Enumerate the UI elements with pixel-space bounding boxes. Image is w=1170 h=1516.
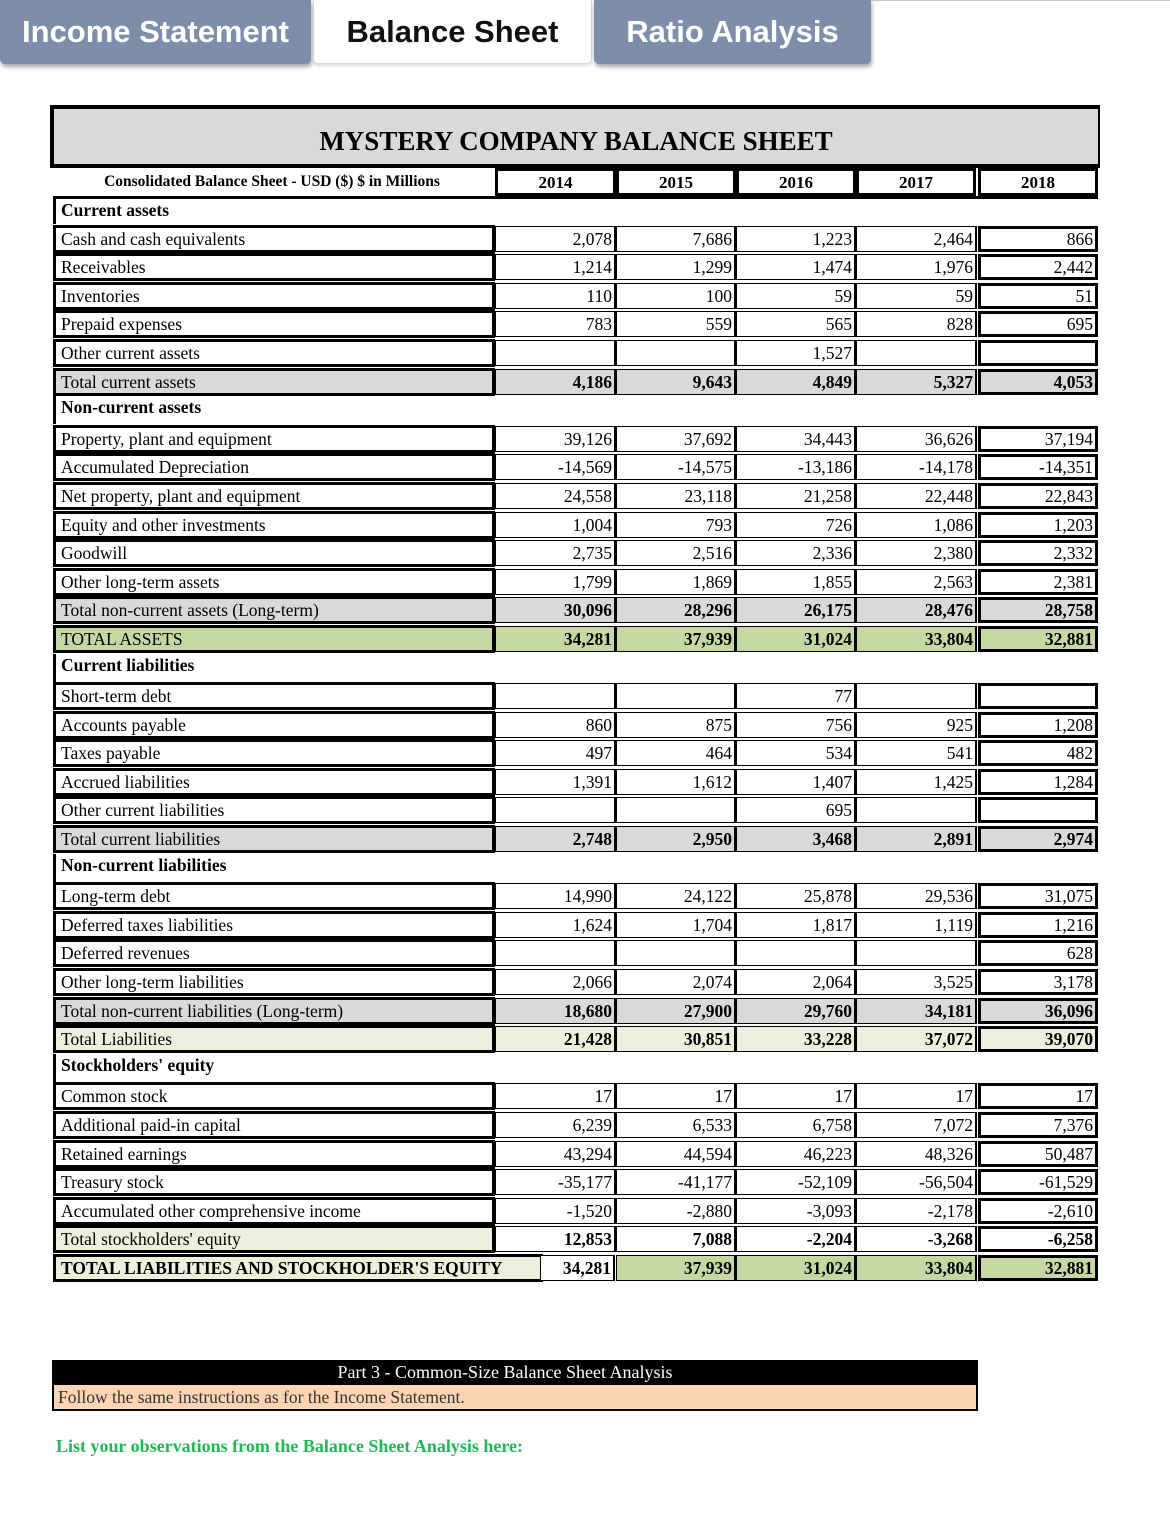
- value-cell[interactable]: 23,118: [616, 483, 736, 509]
- table-row: [50, 997, 1100, 1026]
- row-label: Receivables: [53, 253, 495, 281]
- table-row: [50, 511, 1100, 540]
- value-cell[interactable]: 1,284: [978, 769, 1098, 795]
- row-label: Accumulated Depreciation: [53, 453, 495, 481]
- table-row: [50, 596, 1100, 625]
- section-heading-row: [50, 396, 1100, 425]
- value-cell[interactable]: 50,487: [978, 1141, 1098, 1167]
- part3-title: Part 3 - Common-Size Balance Sheet Analysis: [52, 1360, 978, 1385]
- value-cell[interactable]: 1,869: [616, 569, 736, 595]
- value-cell[interactable]: 1,214: [495, 254, 616, 280]
- value-cell[interactable]: -3,268: [856, 1226, 977, 1252]
- value-cell[interactable]: 2,078: [495, 226, 616, 252]
- value-cell[interactable]: 2,442: [978, 254, 1098, 280]
- value-cell[interactable]: 6,758: [736, 1112, 856, 1138]
- value-cell[interactable]: 2,381: [978, 569, 1098, 595]
- value-cell[interactable]: 24,122: [616, 883, 736, 909]
- value-cell[interactable]: -1,520: [495, 1198, 616, 1224]
- value-cell[interactable]: 7,088: [616, 1226, 736, 1252]
- value-cell[interactable]: 695: [736, 797, 856, 823]
- table-row: [50, 1140, 1100, 1169]
- value-cell[interactable]: [616, 683, 736, 709]
- table-row: [50, 1111, 1100, 1140]
- table-row: [50, 825, 1100, 854]
- value-cell[interactable]: 26,175: [736, 597, 856, 623]
- row-label: TOTAL ASSETS: [53, 625, 495, 653]
- value-cell[interactable]: 39,070: [978, 1026, 1098, 1052]
- value-cell[interactable]: 497: [495, 740, 616, 766]
- value-cell[interactable]: [978, 683, 1098, 709]
- row-label: Total current liabilities: [53, 825, 495, 853]
- value-cell[interactable]: 1,704: [616, 912, 736, 938]
- row-label: Cash and cash equivalents: [53, 225, 495, 253]
- value-cell[interactable]: 37,194: [978, 426, 1098, 452]
- table-row: [50, 1025, 1100, 1054]
- value-cell[interactable]: 866: [978, 226, 1098, 252]
- value-cell[interactable]: [495, 340, 616, 366]
- year-header: 2014: [495, 168, 616, 196]
- year-header: 2015: [616, 168, 736, 196]
- value-cell[interactable]: -14,575: [616, 454, 736, 480]
- table-row: [50, 1254, 1100, 1283]
- row-label: Property, plant and equipment: [53, 425, 495, 453]
- value-cell[interactable]: 17: [616, 1083, 736, 1109]
- value-cell[interactable]: 22,843: [978, 483, 1098, 509]
- section-heading-row: [50, 654, 1100, 683]
- value-cell[interactable]: 1,208: [978, 712, 1098, 738]
- value-cell[interactable]: 2,336: [736, 540, 856, 566]
- value-cell[interactable]: 1,425: [856, 769, 977, 795]
- value-cell[interactable]: 783: [495, 311, 616, 337]
- section-heading: Current liabilities: [53, 654, 1098, 682]
- value-cell[interactable]: -2,610: [978, 1198, 1098, 1224]
- value-cell[interactable]: 2,735: [495, 540, 616, 566]
- value-cell[interactable]: [495, 683, 616, 709]
- part3-panel: [52, 1360, 978, 1411]
- section-heading: Stockholders' equity: [53, 1054, 1098, 1082]
- tab-bar: [0, 0, 1170, 70]
- value-cell[interactable]: 1,004: [495, 512, 616, 538]
- header-label: Consolidated Balance Sheet - USD ($) $ in Millions: [104, 173, 440, 190]
- section-heading-row: [50, 1054, 1100, 1083]
- value-cell[interactable]: 100: [616, 283, 736, 309]
- value-cell[interactable]: 28,476: [856, 597, 977, 623]
- row-label: Accrued liabilities: [53, 768, 495, 796]
- table-row: [50, 682, 1100, 711]
- value-cell[interactable]: [978, 340, 1098, 366]
- balance-sheet-table: [50, 105, 1100, 1283]
- row-label: Total non-current assets (Long-term): [53, 596, 495, 624]
- value-cell[interactable]: [616, 340, 736, 366]
- row-label: Total stockholders' equity: [53, 1225, 495, 1253]
- value-cell[interactable]: 726: [736, 512, 856, 538]
- part3-instructions: Follow the same instructions as for the Income Statement.: [52, 1385, 978, 1411]
- year-header: 2016: [736, 168, 856, 196]
- row-label: Inventories: [53, 282, 495, 310]
- value-cell[interactable]: 44,594: [616, 1141, 736, 1167]
- value-cell[interactable]: 4,849: [736, 369, 856, 395]
- value-cell[interactable]: 6,533: [616, 1112, 736, 1138]
- value-cell[interactable]: -2,204: [736, 1226, 856, 1252]
- tab-ratio-analysis[interactable]: Ratio Analysis: [594, 0, 871, 64]
- value-cell[interactable]: 34,281: [495, 626, 616, 652]
- table-row: [50, 882, 1100, 911]
- section-heading-row: [50, 196, 1100, 225]
- row-label: Deferred taxes liabilities: [53, 911, 495, 939]
- value-cell[interactable]: 43,294: [495, 1141, 616, 1167]
- table-row: [50, 368, 1100, 397]
- value-cell[interactable]: 77: [736, 683, 856, 709]
- value-cell[interactable]: 7,686: [616, 226, 736, 252]
- year-header: 2017: [856, 168, 976, 196]
- value-cell[interactable]: 17: [736, 1083, 856, 1109]
- header-row: [50, 168, 1100, 196]
- value-cell[interactable]: 25,878: [736, 883, 856, 909]
- value-cell[interactable]: 2,516: [616, 540, 736, 566]
- value-cell[interactable]: 31,075: [978, 883, 1098, 909]
- row-label: Total non-current liabilities (Long-term): [53, 997, 495, 1025]
- value-cell[interactable]: [616, 797, 736, 823]
- value-cell[interactable]: 1,223: [736, 226, 856, 252]
- value-cell[interactable]: -41,177: [616, 1169, 736, 1195]
- value-cell[interactable]: -3,093: [736, 1198, 856, 1224]
- table-row: [50, 968, 1100, 997]
- table-row: [50, 339, 1100, 368]
- row-label: Accounts payable: [53, 711, 495, 739]
- row-label: Other current assets: [53, 339, 495, 367]
- value-cell[interactable]: [736, 940, 856, 966]
- value-cell[interactable]: 59: [736, 283, 856, 309]
- value-cell[interactable]: -14,351: [978, 454, 1098, 480]
- value-cell[interactable]: 1,976: [856, 254, 977, 280]
- value-cell[interactable]: 875: [616, 712, 736, 738]
- value-cell[interactable]: 4,053: [978, 369, 1098, 395]
- value-cell[interactable]: 21,428: [495, 1026, 616, 1052]
- value-cell[interactable]: 541: [856, 740, 977, 766]
- value-cell[interactable]: 628: [978, 940, 1098, 966]
- value-cell[interactable]: 3,468: [736, 826, 856, 852]
- value-cell[interactable]: -14,178: [856, 454, 977, 480]
- value-cell[interactable]: 559: [616, 311, 736, 337]
- value-cell[interactable]: 1,527: [736, 340, 856, 366]
- value-cell[interactable]: 110: [495, 283, 616, 309]
- value-cell[interactable]: 37,072: [856, 1026, 977, 1052]
- value-cell[interactable]: [616, 940, 736, 966]
- value-cell[interactable]: 31,024: [736, 1255, 856, 1281]
- value-cell[interactable]: 30,851: [616, 1026, 736, 1052]
- value-cell[interactable]: -14,569: [495, 454, 616, 480]
- value-cell[interactable]: 59: [856, 283, 977, 309]
- value-cell[interactable]: 36,096: [978, 998, 1098, 1024]
- row-label: Treasury stock: [53, 1168, 495, 1196]
- value-cell[interactable]: 18,680: [495, 998, 616, 1024]
- value-cell[interactable]: [495, 797, 616, 823]
- value-cell[interactable]: 1,474: [736, 254, 856, 280]
- value-cell[interactable]: 1,817: [736, 912, 856, 938]
- table-row: [50, 425, 1100, 454]
- value-cell[interactable]: 37,692: [616, 426, 736, 452]
- value-cell[interactable]: 48,326: [856, 1141, 977, 1167]
- value-cell[interactable]: [856, 340, 977, 366]
- value-cell[interactable]: 36,626: [856, 426, 977, 452]
- value-cell[interactable]: 27,900: [616, 998, 736, 1024]
- value-cell[interactable]: 534: [736, 740, 856, 766]
- value-cell[interactable]: -2,880: [616, 1198, 736, 1224]
- row-label: Accumulated other comprehensive income: [53, 1197, 495, 1225]
- value-cell[interactable]: -52,109: [736, 1169, 856, 1195]
- value-cell[interactable]: 17: [978, 1083, 1098, 1109]
- row-label: Goodwill: [53, 539, 495, 567]
- value-cell[interactable]: 14,990: [495, 883, 616, 909]
- value-cell[interactable]: 33,228: [736, 1026, 856, 1052]
- row-label: Short-term debt: [53, 682, 495, 710]
- value-cell[interactable]: 51: [978, 283, 1098, 309]
- value-cell[interactable]: 2,891: [856, 826, 977, 852]
- value-cell[interactable]: 2,074: [616, 969, 736, 995]
- observations-prompt[interactable]: List your observations from the Balance Sheet Analysis here:: [56, 1436, 523, 1456]
- value-cell[interactable]: 21,258: [736, 483, 856, 509]
- value-cell[interactable]: 34,443: [736, 426, 856, 452]
- value-cell[interactable]: 4,186: [495, 369, 616, 395]
- value-cell[interactable]: 1,299: [616, 254, 736, 280]
- row-label: Other current liabilities: [53, 796, 495, 824]
- value-cell[interactable]: 756: [736, 712, 856, 738]
- value-cell[interactable]: 482: [978, 740, 1098, 766]
- value-cell[interactable]: 793: [616, 512, 736, 538]
- value-cell[interactable]: 37,939: [616, 626, 736, 652]
- row-label: Additional paid-in capital: [53, 1111, 495, 1139]
- value-cell[interactable]: [978, 797, 1098, 823]
- value-cell[interactable]: 17: [856, 1083, 977, 1109]
- value-cell[interactable]: 1,855: [736, 569, 856, 595]
- section-heading: Non-current liabilities: [53, 854, 1098, 882]
- value-cell[interactable]: 33,804: [856, 626, 977, 652]
- value-cell[interactable]: 1,216: [978, 912, 1098, 938]
- row-label: Long-term debt: [53, 882, 495, 910]
- row-label: Total current assets: [53, 368, 495, 396]
- row-label: Total Liabilities: [53, 1025, 495, 1053]
- row-label: Common stock: [53, 1082, 495, 1110]
- row-label: TOTAL LIABILITIES AND STOCKHOLDER'S EQUITY: [53, 1254, 543, 1282]
- table-row: [50, 768, 1100, 797]
- table-row: [50, 739, 1100, 768]
- tab-income-statement[interactable]: Income Statement: [0, 0, 311, 64]
- table-row: [50, 453, 1100, 482]
- value-cell[interactable]: 860: [495, 712, 616, 738]
- table-row: [50, 568, 1100, 597]
- value-cell[interactable]: 31,024: [736, 626, 856, 652]
- row-label: Prepaid expenses: [53, 310, 495, 338]
- value-cell[interactable]: 2,064: [736, 969, 856, 995]
- value-cell[interactable]: 17: [495, 1083, 616, 1109]
- value-cell[interactable]: 464: [616, 740, 736, 766]
- value-cell[interactable]: 9,643: [616, 369, 736, 395]
- value-cell[interactable]: 7,376: [978, 1112, 1098, 1138]
- section-heading: Current assets: [53, 196, 1098, 224]
- table-row: [50, 1082, 1100, 1111]
- value-cell[interactable]: 28,758: [978, 597, 1098, 623]
- value-cell[interactable]: 3,178: [978, 969, 1098, 995]
- table-row: [50, 1225, 1100, 1254]
- value-cell[interactable]: 1,119: [856, 912, 977, 938]
- value-cell[interactable]: 1,612: [616, 769, 736, 795]
- row-label: Other long-term liabilities: [53, 968, 495, 996]
- table-row: [50, 1197, 1100, 1226]
- value-cell[interactable]: 34,181: [856, 998, 977, 1024]
- value-cell[interactable]: 28,296: [616, 597, 736, 623]
- value-cell[interactable]: -2,178: [856, 1198, 977, 1224]
- row-label: Other long-term assets: [53, 568, 495, 596]
- value-cell[interactable]: 6,239: [495, 1112, 616, 1138]
- table-row: [50, 939, 1100, 968]
- value-cell[interactable]: 32,881: [978, 626, 1098, 652]
- sheet-title: MYSTERY COMPANY BALANCE SHEET: [50, 105, 1100, 168]
- tab-balance-sheet[interactable]: Balance Sheet: [313, 0, 592, 64]
- value-cell[interactable]: 1,799: [495, 569, 616, 595]
- row-label: Retained earnings: [53, 1140, 495, 1168]
- table-row: [50, 711, 1100, 740]
- tab-bar-divider: [870, 0, 1170, 1]
- value-cell[interactable]: 565: [736, 311, 856, 337]
- value-cell[interactable]: -6,258: [978, 1226, 1098, 1252]
- section-heading-row: [50, 854, 1100, 883]
- row-label: Deferred revenues: [53, 939, 495, 967]
- value-cell[interactable]: 828: [856, 311, 977, 337]
- table-row: [50, 796, 1100, 825]
- value-cell[interactable]: 1,407: [736, 769, 856, 795]
- value-cell[interactable]: 37,939: [616, 1255, 736, 1281]
- value-cell[interactable]: 22,448: [856, 483, 977, 509]
- value-cell[interactable]: 3,525: [856, 969, 977, 995]
- value-cell[interactable]: -35,177: [495, 1169, 616, 1195]
- value-cell[interactable]: [856, 683, 977, 709]
- value-cell[interactable]: [856, 797, 977, 823]
- value-cell[interactable]: 2,950: [616, 826, 736, 852]
- value-cell[interactable]: 2,563: [856, 569, 977, 595]
- value-cell[interactable]: 32,881: [978, 1255, 1098, 1281]
- value-cell[interactable]: 12,853: [495, 1226, 616, 1252]
- table-row: [50, 625, 1100, 654]
- value-cell[interactable]: 30,096: [495, 597, 616, 623]
- value-cell[interactable]: 925: [856, 712, 977, 738]
- value-cell[interactable]: 7,072: [856, 1112, 977, 1138]
- table-row: [50, 310, 1100, 339]
- value-cell[interactable]: -61,529: [978, 1169, 1098, 1195]
- value-cell[interactable]: 29,760: [736, 998, 856, 1024]
- value-cell[interactable]: 2,748: [495, 826, 616, 852]
- value-cell[interactable]: 46,223: [736, 1141, 856, 1167]
- table-row: [50, 482, 1100, 511]
- value-cell[interactable]: 24,558: [495, 483, 616, 509]
- value-cell[interactable]: [495, 940, 616, 966]
- table-row: [50, 911, 1100, 940]
- row-label: Equity and other investments: [53, 511, 495, 539]
- value-cell[interactable]: 39,126: [495, 426, 616, 452]
- value-cell[interactable]: 1,391: [495, 769, 616, 795]
- value-cell[interactable]: 1,086: [856, 512, 977, 538]
- row-label: Taxes payable: [53, 739, 495, 767]
- value-cell[interactable]: 2,332: [978, 540, 1098, 566]
- value-cell[interactable]: 2,974: [978, 826, 1098, 852]
- value-cell[interactable]: 2,464: [856, 226, 977, 252]
- value-cell[interactable]: 1,624: [495, 912, 616, 938]
- table-body: [50, 196, 1100, 1283]
- row-label: Net property, plant and equipment: [53, 482, 495, 510]
- value-cell[interactable]: -56,504: [856, 1169, 977, 1195]
- table-row: [50, 1168, 1100, 1197]
- value-cell[interactable]: 2,066: [495, 969, 616, 995]
- value-cell[interactable]: 34,281: [540, 1255, 615, 1281]
- year-header: 2018: [978, 168, 1098, 196]
- value-cell[interactable]: 5,327: [856, 369, 977, 395]
- section-heading: Non-current assets: [53, 396, 1098, 424]
- value-cell[interactable]: 1,203: [978, 512, 1098, 538]
- value-cell[interactable]: 33,804: [856, 1255, 977, 1281]
- table-row: [50, 539, 1100, 568]
- table-row: [50, 282, 1100, 311]
- value-cell[interactable]: 695: [978, 311, 1098, 337]
- value-cell[interactable]: 29,536: [856, 883, 977, 909]
- table-row: [50, 253, 1100, 282]
- value-cell[interactable]: [856, 940, 977, 966]
- table-row: [50, 225, 1100, 254]
- value-cell[interactable]: 2,380: [856, 540, 977, 566]
- value-cell[interactable]: -13,186: [736, 454, 856, 480]
